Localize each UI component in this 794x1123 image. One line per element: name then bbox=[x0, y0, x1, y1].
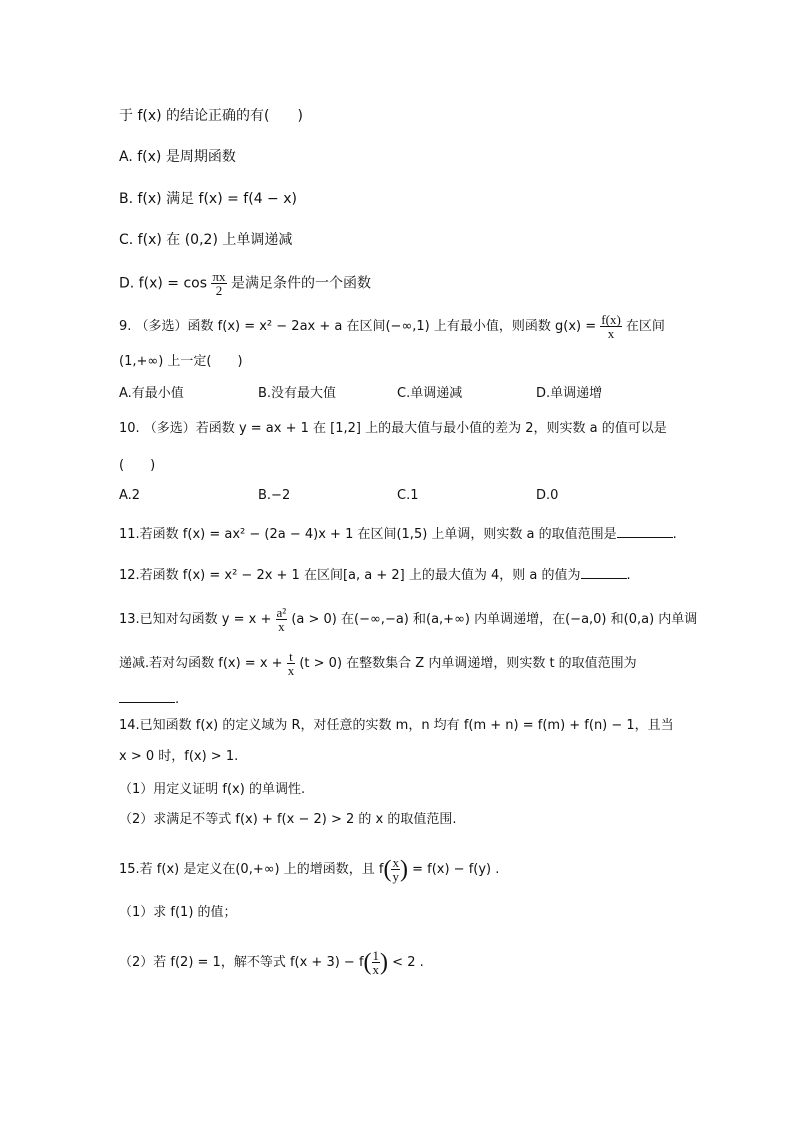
q11 bbox=[119, 523, 677, 545]
q8-option-d-post: 是满足条件的一个函数 bbox=[231, 275, 371, 292]
q14-line2: x > 0 时，f(x) > 1. bbox=[119, 749, 239, 764]
q13-line2-pre: 递减.若对勾函数 f(x) = x + bbox=[119, 656, 283, 671]
q13-line2-post: (t > 0) 在整数集合 Z 内单调递增，则实数 t 的取值范围为 bbox=[299, 656, 637, 671]
q14-sub1: （1）用定义证明 f(x) 的单调性. bbox=[119, 782, 306, 797]
q9-fraction-numerator: f(x) bbox=[601, 312, 621, 327]
q8-option-d-pre: D. f(x) = cos bbox=[119, 275, 208, 292]
q13-fraction-2 bbox=[287, 650, 296, 677]
q9-line1 bbox=[119, 313, 665, 340]
q8-option-d bbox=[119, 270, 371, 297]
q15-fraction bbox=[391, 856, 400, 883]
q8-option-d-fraction bbox=[211, 270, 226, 297]
q12-end: . bbox=[626, 568, 631, 583]
q13-line1-post: (a > 0) 在(−∞,−a) 和(a,+∞) 内单调递增，在(−a,0) 和(0,a) 内单调 bbox=[291, 612, 698, 627]
q9-line1-post: 在区间 bbox=[625, 319, 665, 334]
q9-line2: (1,+∞) 上一定( ) bbox=[119, 354, 243, 369]
q15-fraction-denominator: y bbox=[392, 869, 399, 884]
q15-line1-post: = f(x) − f(y) . bbox=[412, 862, 500, 877]
q9-option-d: D.单调递增 bbox=[536, 386, 603, 401]
q13-fraction-1-numerator: a² bbox=[276, 605, 287, 620]
q15-right-paren: ) bbox=[399, 856, 408, 883]
q9-option-c: C.单调递减 bbox=[397, 386, 463, 401]
q8-option-c: C. f(x) 在 (0,2) 上单调递减 bbox=[119, 232, 293, 248]
q15-sub2-fraction-denominator: x bbox=[372, 962, 380, 977]
q14-line1: 14.已知函数 f(x) 的定义域为 R，对任意的实数 m，n 均有 f(m + n) = f(m) + f(n) − 1，且当 bbox=[119, 718, 674, 733]
q10-option-b: B.−2 bbox=[258, 488, 291, 503]
q15-line1-pre: 15.若 f(x) 是定义在(0,+∞) 上的增函数，且 f bbox=[119, 862, 384, 877]
q15-sub2-right-paren: ) bbox=[380, 949, 389, 976]
q9-option-a: A.有最小值 bbox=[119, 386, 184, 401]
q8-option-d-numerator: πx bbox=[212, 269, 226, 284]
q15-left-paren: ( bbox=[383, 856, 392, 883]
q10-line1: 10. （多选）若函数 y = ax + 1 在 [1,2] 上的最大值与最小值的差为 2，则实数 a 的值可以是 bbox=[119, 421, 667, 436]
q15-fraction-numerator: x bbox=[392, 855, 399, 870]
q13-line1-pre: 13.已知对勾函数 y = x + bbox=[119, 612, 272, 627]
q11-end: . bbox=[672, 527, 677, 542]
q11-answer-blank[interactable] bbox=[617, 523, 673, 538]
q15-sub1: （1）求 f(1) 的值； bbox=[119, 905, 237, 920]
q15-sub2-post: < 2 . bbox=[392, 955, 424, 970]
q9-fraction-denominator: x bbox=[607, 326, 615, 341]
q10-option-c: C.1 bbox=[397, 488, 419, 503]
q12 bbox=[119, 564, 631, 586]
q15-sub2 bbox=[119, 949, 424, 976]
q13-fraction-1 bbox=[276, 606, 288, 633]
q13-answer-blank[interactable] bbox=[119, 688, 175, 703]
q10-line2: ( ) bbox=[119, 458, 156, 473]
q8-option-a: A. f(x) 是周期函数 bbox=[119, 149, 236, 165]
q13-line1 bbox=[119, 606, 697, 633]
q13-fraction-2-numerator: t bbox=[287, 650, 296, 664]
q11-text: 11.若函数 f(x) = ax² − (2a − 4)x + 1 在区间(1,5) 上单调，则实数 a 的取值范围是 bbox=[119, 527, 617, 542]
q13-end: . bbox=[175, 692, 180, 707]
q15-sub2-fraction bbox=[372, 949, 381, 976]
q13-fraction-1-denominator: x bbox=[278, 619, 285, 634]
q9-option-b: B.没有最大值 bbox=[258, 386, 337, 401]
q12-text: 12.若函数 f(x) = x² − 2x + 1 在区间[a, a + 2] 上的最大值为 4，则 a 的值为 bbox=[119, 568, 581, 583]
q15-sub2-pre: （2）若 f(2) = 1，解不等式 f(x + 3) − f bbox=[119, 955, 364, 970]
q12-answer-blank[interactable] bbox=[581, 564, 627, 579]
q13-line2 bbox=[119, 650, 637, 677]
q8-option-b: B. f(x) 满足 f(x) = f(4 − x) bbox=[119, 191, 297, 207]
q10-option-a: A.2 bbox=[119, 488, 141, 503]
q15-sub2-left-paren: ( bbox=[363, 949, 372, 976]
q13-line3 bbox=[119, 688, 179, 710]
q10-option-d: D.0 bbox=[536, 488, 559, 503]
q13-fraction-2-denominator: x bbox=[287, 663, 295, 678]
q8-stem: 于 f(x) 的结论正确的有( ) bbox=[119, 108, 303, 124]
q15-sub2-fraction-numerator: 1 bbox=[372, 948, 380, 963]
q9-line1-pre: 9. （多选）函数 f(x) = x² − 2ax + a 在区间(−∞,1) 上有最小值，则函数 g(x) = bbox=[119, 319, 597, 334]
q14-sub2: （2）求满足不等式 f(x) + f(x − 2) > 2 的 x 的取值范围. bbox=[119, 812, 457, 827]
q15-line1 bbox=[119, 856, 499, 883]
q8-option-d-denominator: 2 bbox=[215, 283, 223, 298]
q9-fraction bbox=[600, 313, 622, 340]
